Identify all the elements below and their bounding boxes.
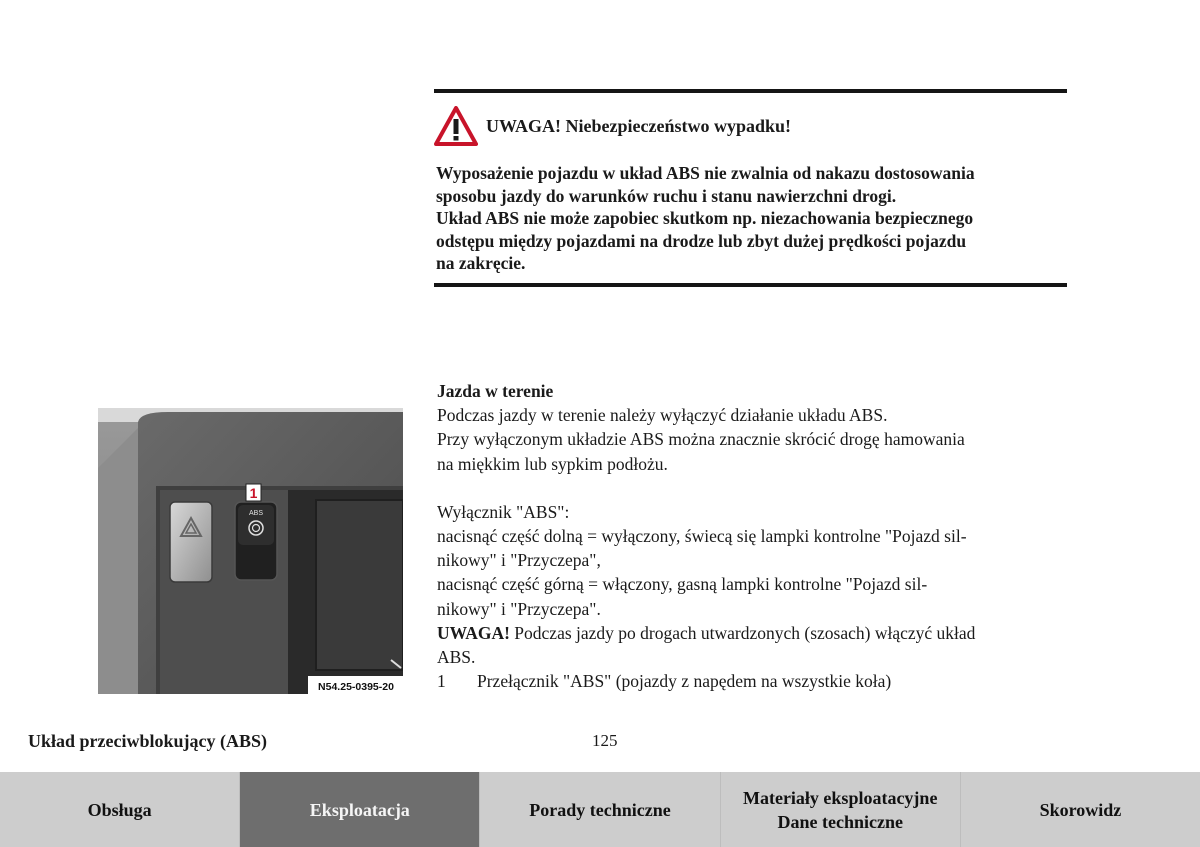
figure-legend: [437, 669, 1077, 693]
section-nav: [0, 772, 1200, 847]
legend-number: 1: [437, 671, 446, 692]
paragraph-line: nikowy" i "Przyczepa",: [437, 550, 601, 571]
section-heading: Jazda w terenie: [437, 381, 554, 401]
note-paragraph: [437, 621, 1077, 645]
warning-triangle-icon: [434, 106, 478, 146]
abs-switch-label: ABS: [248, 510, 264, 517]
paragraph-line: Podczas jazdy w terenie należy wyłączyć działanie układu ABS.: [437, 405, 888, 426]
warning-header: [434, 106, 791, 146]
page-number: 125: [592, 731, 618, 750]
warning-top-rule: [434, 89, 1067, 93]
nav-tab-label: Dane techniczne: [777, 811, 903, 832]
note-text: Podczas jazdy po drogach utwardzonych (szosach) włączyć układ: [509, 622, 976, 643]
warning-title: UWAGA! Niebezpieczeństwo wypadku!: [486, 115, 791, 136]
paragraph-line: Przy wyłączonym układzie ABS można znacznie skrócić drogę hamowania: [437, 429, 965, 450]
warning-line: na zakręcie.: [436, 253, 526, 273]
paragraph-line: nacisnąć część górną = włączony, gasną lampki kontrolne "Pojazd sil-: [437, 574, 928, 595]
nav-tab-label: Obsługa: [87, 799, 152, 820]
nav-tab-skorowidz[interactable]: [961, 772, 1200, 847]
abs-switch-photo: [98, 408, 403, 694]
figure-code: N54.25-0395-20: [318, 681, 394, 693]
warning-bottom-rule: [434, 283, 1067, 287]
warning-line: odstępu między pojazdami na drodze lub zbyt dużej prędkości pojazdu: [436, 230, 967, 251]
dashboard-illustration: [98, 408, 403, 694]
chapter-title: Układ przeciwblokujący (ABS): [28, 731, 268, 751]
nav-tab-label: Materiały eksploatacyjne: [742, 787, 938, 808]
nav-tab-obsluga[interactable]: [0, 772, 240, 847]
section-content: [437, 379, 1077, 693]
paragraph-line: Wyłącznik "ABS":: [437, 501, 570, 522]
nav-tab-label: Porady techniczne: [529, 799, 671, 820]
warning-line: Układ ABS nie może zapobiec skutkom np. niezachowania bezpiecznego: [436, 208, 974, 228]
paragraph-line: na miękkim lub sypkim podłożu.: [437, 453, 668, 474]
note-continuation: ABS.: [437, 647, 476, 668]
nav-tab-porady-techniczne[interactable]: [480, 772, 720, 847]
note-label: UWAGA!: [437, 622, 510, 643]
paragraph-line: nacisnąć część dolną = wyłączony, świecą się lampki kontrolne "Pojazd sil-: [437, 526, 967, 547]
nav-tab-eksploatacja[interactable]: [240, 772, 480, 847]
legend-text: Przełącznik "ABS" (pojazdy z napędem na wszystkie koła): [477, 671, 892, 692]
warning-body: [436, 162, 1066, 275]
callout-number: 1: [249, 485, 258, 501]
warning-line: sposobu jazdy do warunków ruchu i stanu nawierzchni drogi.: [436, 185, 897, 206]
nav-tab-label: Eksploatacja: [309, 799, 410, 820]
nav-tab-materialy-dane[interactable]: [721, 772, 961, 847]
warning-line: Wyposażenie pojazdu w układ ABS nie zwalnia od nakazu dostosowania: [436, 163, 975, 183]
paragraph-line: nikowy" i "Przyczepa".: [437, 598, 601, 619]
nav-tab-label: Skorowidz: [1039, 799, 1122, 820]
warning-box: [434, 89, 1067, 287]
